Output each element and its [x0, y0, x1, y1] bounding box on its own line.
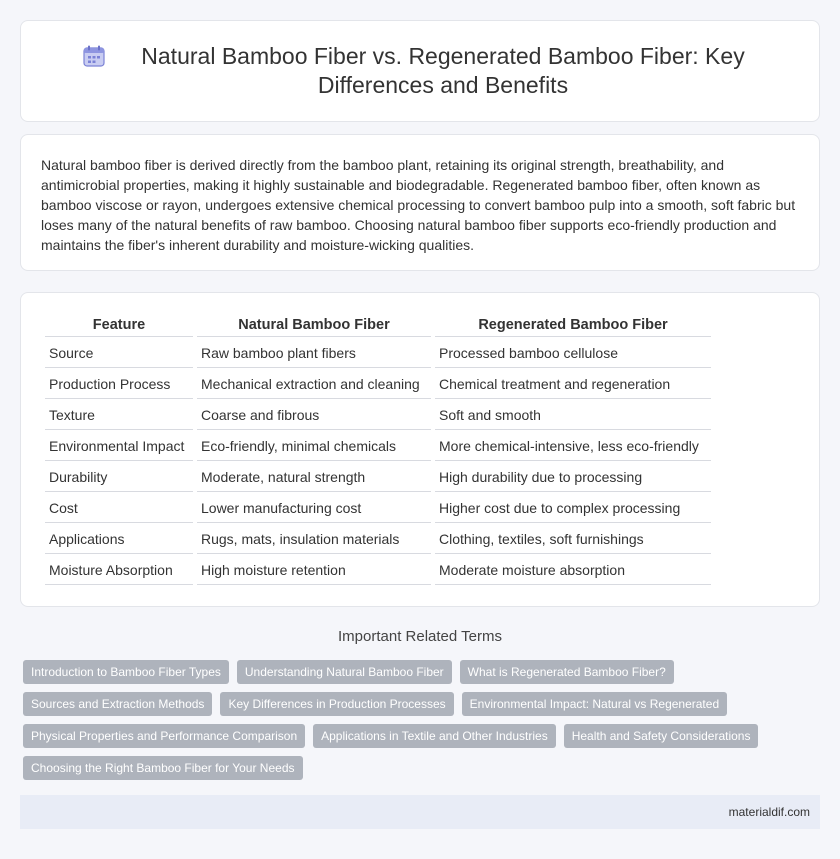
table-row — [45, 461, 711, 492]
table-cell: Source — [45, 337, 193, 368]
related-terms-list — [23, 660, 813, 788]
table-cell: Mechanical extraction and cleaning — [197, 368, 431, 399]
table-cell: High moisture retention — [197, 554, 431, 585]
table-cell: Coarse and fibrous — [197, 399, 431, 430]
related-term-tag[interactable]: What is Regenerated Bamboo Fiber? — [460, 660, 674, 684]
table-cell: Cost — [45, 492, 193, 523]
table-cell: Chemical treatment and regeneration — [435, 368, 711, 399]
table-row — [45, 523, 711, 554]
footer — [20, 795, 820, 829]
table-cell: More chemical-intensive, less eco-friendly — [435, 430, 711, 461]
related-term-tag[interactable]: Introduction to Bamboo Fiber Types — [23, 660, 229, 684]
table-row — [45, 492, 711, 523]
table-cell: Soft and smooth — [435, 399, 711, 430]
related-terms-title: Important Related Terms — [338, 628, 502, 645]
table-cell: Higher cost due to complex processing — [435, 492, 711, 523]
table-cell: High durability due to processing — [435, 461, 711, 492]
table-cell: Durability — [45, 461, 193, 492]
table-cell: Rugs, mats, insulation materials — [197, 523, 431, 554]
table-cell: Moderate moisture absorption — [435, 554, 711, 585]
comparison-card — [20, 292, 820, 607]
table-row — [45, 554, 711, 585]
related-term-tag[interactable]: Health and Safety Considerations — [564, 724, 759, 748]
header-card — [20, 20, 820, 122]
table-header-row — [45, 313, 711, 337]
related-term-tag[interactable]: Applications in Textile and Other Industries — [313, 724, 556, 748]
table-cell: Processed bamboo cellulose — [435, 337, 711, 368]
table-cell: Lower manufacturing cost — [197, 492, 431, 523]
table-cell: Clothing, textiles, soft furnishings — [435, 523, 711, 554]
page-title: Natural Bamboo Fiber vs. Regenerated Bamboo Fiber: Key Differences and Benefits — [141, 43, 745, 98]
table-cell: Texture — [45, 399, 193, 430]
table-cell: Environmental Impact — [45, 430, 193, 461]
table-cell: Moisture Absorption — [45, 554, 193, 585]
table-row — [45, 337, 711, 368]
table-row — [45, 399, 711, 430]
related-term-tag[interactable]: Sources and Extraction Methods — [23, 692, 212, 716]
comparison-table — [41, 313, 715, 585]
related-term-tag[interactable]: Environmental Impact: Natural vs Regenerated — [462, 692, 727, 716]
related-term-tag[interactable]: Key Differences in Production Processes — [220, 692, 453, 716]
intro-paragraph: Natural bamboo fiber is derived directly from the bamboo plant, retaining its original strength, breathability, and antimicrobial properties, making it highly sustainable and biodegradable. Regenerated bamboo fiber, often known as bamboo viscose or rayon, undergoes extensive chemical processing to convert bamboo pulp into a smooth, soft fabric but loses many of the natural benefits of raw bamboo. Choosing natural bamboo fiber supports eco-friendly production and maintains the fiber's inherent durability and moisture-wicking qualities. — [41, 157, 796, 253]
table-row — [45, 430, 711, 461]
table-cell: Raw bamboo plant fibers — [197, 337, 431, 368]
column-header: Natural Bamboo Fiber — [197, 313, 431, 337]
calendar-icon — [81, 43, 107, 69]
column-header: Feature — [45, 313, 193, 337]
table-cell: Production Process — [45, 368, 193, 399]
related-term-tag[interactable]: Understanding Natural Bamboo Fiber — [237, 660, 452, 684]
column-header: Regenerated Bamboo Fiber — [435, 313, 711, 337]
table-cell: Eco-friendly, minimal chemicals — [197, 430, 431, 461]
related-term-tag[interactable]: Physical Properties and Performance Comparison — [23, 724, 305, 748]
table-cell: Moderate, natural strength — [197, 461, 431, 492]
site-name[interactable]: materialdif.com — [728, 805, 810, 819]
intro-card — [20, 134, 820, 271]
table-cell: Applications — [45, 523, 193, 554]
table-row — [45, 368, 711, 399]
related-term-tag[interactable]: Choosing the Right Bamboo Fiber for Your Needs — [23, 756, 303, 780]
